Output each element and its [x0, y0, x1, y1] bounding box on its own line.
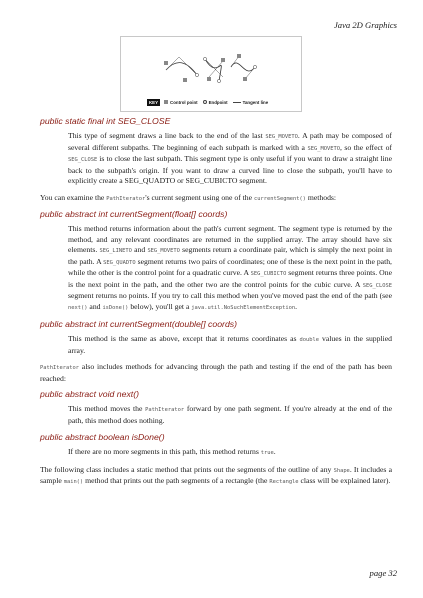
quad-curve	[166, 63, 197, 75]
code-inline: double	[299, 337, 320, 343]
control-point-swatch-icon	[164, 100, 168, 104]
control-point	[164, 61, 168, 65]
code-inline: SEG_LINETO	[99, 248, 132, 254]
endpoint	[195, 73, 198, 76]
code-inline: SEG_CUBICTO	[250, 271, 287, 277]
document-body	[40, 116, 392, 493]
code-inline: PathIterator	[40, 365, 79, 371]
body-paragraph: You can examine the PathIterator's current segment using one of the currentSegment() methods:	[40, 192, 337, 202]
endpoint	[217, 79, 220, 82]
code-inline: next()	[68, 304, 88, 311]
method-description: This type of segment draws a line back to the end of the last SEG_MOVETO. A path may be composed of several different subpaths. The beginning of each subpath is marked with a SEG_MOVETO, so the effect of SEG_CLOSE is to close the last subpath. This segment type is only useful if you want to draw a straight line back to the subpath's origin. If you want to draw a curved line to close the subpath, you'll have to explicitly create a SEG_QUADTO or SEG_CUBICTO segment.	[68, 131, 392, 185]
code-inline: SEG_CLOSE	[68, 157, 98, 163]
control-point	[243, 77, 247, 81]
running-header: Java 2D Graphics	[333, 20, 397, 30]
control-point	[237, 54, 241, 58]
code-inline: SEG_MOVETO	[265, 134, 298, 140]
figure-key	[147, 98, 273, 106]
method-signature: public static final int SEG_CLOSE	[40, 116, 171, 126]
endpoint-swatch-icon	[203, 100, 207, 104]
control-point	[183, 78, 187, 82]
method-signature: public abstract int currentSegment(float[] coords)	[40, 209, 228, 219]
endpoint	[253, 65, 256, 68]
tangent-line-swatch-icon	[233, 102, 241, 103]
body-paragraph: PathIterator also includes methods for advancing through the path and testing if the end of the path has been reached:	[40, 362, 392, 383]
cubic-curve	[231, 63, 255, 71]
endpoint	[203, 57, 206, 60]
code-inline: PathIterator	[106, 195, 146, 202]
code-inline: true	[260, 450, 274, 456]
method-description: This method is the same as above, except that it returns coordinates as double values in the supplied array.	[68, 334, 393, 355]
method-description: This method moves the PathIterator forward by one path segment. If you're already at the end of the path, this method does nothing.	[68, 404, 392, 425]
method-signature: public abstract int currentSegment(double[] coords)	[40, 319, 238, 329]
key-endpoint: Endpoint	[208, 99, 228, 105]
tangent-line	[205, 59, 223, 77]
key-label: KEY	[149, 99, 159, 105]
code-inline: PathIterator	[145, 407, 185, 413]
code-inline: currentSegment()	[254, 195, 306, 202]
control-point	[207, 77, 211, 81]
key-control-point: Control point	[170, 99, 198, 105]
body-paragraph: The following class includes a static method that prints out the segments of the outline of any Shape. It includes a sample main() method that prints out the path segments of a rectangle (the Rectangle class will be explained later).	[40, 464, 392, 485]
method-signature: public abstract void next()	[40, 389, 139, 399]
code-inline: SEG_QUADTO	[103, 259, 136, 266]
code-inline: main()	[63, 479, 84, 485]
method-description: This method returns information about the path's current segment. The segment type is returned by the method, and any relevant coordinates are returned in the supplied array. The array should have six elements. SEG_LINETO and SEG_MOVETO segments return a coordinate pair, which is simply the next point in the path. A SEG_QUADTO segment returns two pairs of coordinates; one of these is the next point in the path, while the other is the control point for a quadratic curve. A SEG_CUBICTO segment returns three points. One is the next point in the path, and the other two are the control points for the cubic curve. A SEG_CLOSE segment returns no points. If you try to call this method when you've moved past the end of the path (see next() and isDone() below), you'll get a java.util.NoSuchElementException.	[68, 224, 392, 311]
code-inline: Shape	[333, 467, 350, 474]
tangent-line	[179, 57, 197, 75]
code-inline: SEG_MOVETO	[307, 145, 340, 152]
code-inline: SEG_CLOSE	[362, 282, 392, 289]
method-signature: public abstract boolean isDone()	[40, 432, 165, 442]
method-description: If there are no more segments in this path, this method returns true.	[68, 447, 276, 456]
code-inline: Rectangle	[269, 479, 299, 485]
code-inline: SEG_MOVETO	[147, 248, 180, 254]
control-point	[221, 58, 225, 62]
code-inline: isDone()	[102, 304, 129, 311]
key-tangent-line: Tangent line	[242, 99, 269, 105]
path-segment-figure	[120, 36, 302, 112]
code-inline: java.util.NoSuchElementException	[191, 304, 296, 311]
page-number: page 32	[369, 568, 397, 578]
